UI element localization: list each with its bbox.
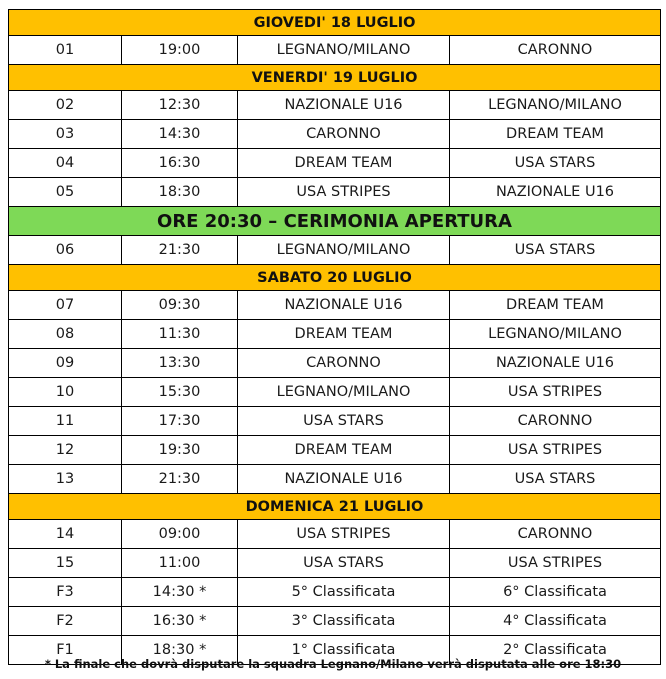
match-time: 13:30 bbox=[122, 349, 238, 378]
match-time: 15:30 bbox=[122, 378, 238, 407]
day-header-row bbox=[9, 265, 661, 291]
match-time: 14:30 bbox=[122, 120, 238, 149]
ceremony-row bbox=[9, 207, 661, 236]
match-number: 12 bbox=[9, 436, 122, 465]
day-header-row bbox=[9, 10, 661, 36]
match-row bbox=[9, 378, 661, 407]
match-row bbox=[9, 349, 661, 378]
match-time: 09:30 bbox=[122, 291, 238, 320]
match-number: F1 bbox=[9, 636, 122, 665]
team-away: USA STRIPES bbox=[450, 549, 661, 578]
match-row bbox=[9, 178, 661, 207]
team-away: USA STARS bbox=[450, 149, 661, 178]
team-away: 2° Classificata bbox=[450, 636, 661, 665]
team-away: USA STRIPES bbox=[450, 436, 661, 465]
match-row bbox=[9, 120, 661, 149]
match-row bbox=[9, 320, 661, 349]
match-time: 21:30 bbox=[122, 236, 238, 265]
match-number: 05 bbox=[9, 178, 122, 207]
team-home: USA STARS bbox=[238, 407, 450, 436]
match-number: 03 bbox=[9, 120, 122, 149]
team-away: CARONNO bbox=[450, 407, 661, 436]
match-row bbox=[9, 436, 661, 465]
ceremony-label: ORE 20:30 – CERIMONIA APERTURA bbox=[9, 207, 661, 236]
day-header-label: SABATO 20 LUGLIO bbox=[9, 265, 661, 291]
day-header-row bbox=[9, 494, 661, 520]
team-home: CARONNO bbox=[238, 120, 450, 149]
day-header-label: DOMENICA 21 LUGLIO bbox=[9, 494, 661, 520]
footnote: * La finale che dovrà disputare la squadra Legnano/Milano verrà disputata alle ore 18:30 bbox=[44, 657, 622, 671]
team-away: CARONNO bbox=[450, 36, 661, 65]
match-row bbox=[9, 407, 661, 436]
team-away: LEGNANO/MILANO bbox=[450, 91, 661, 120]
match-time: 19:00 bbox=[122, 36, 238, 65]
team-away: CARONNO bbox=[450, 520, 661, 549]
match-number: 01 bbox=[9, 36, 122, 65]
schedule-table-body bbox=[9, 10, 661, 665]
team-home: USA STARS bbox=[238, 549, 450, 578]
team-away: DREAM TEAM bbox=[450, 120, 661, 149]
match-row bbox=[9, 607, 661, 636]
team-home: CARONNO bbox=[238, 349, 450, 378]
team-away: 4° Classificata bbox=[450, 607, 661, 636]
team-home: DREAM TEAM bbox=[238, 320, 450, 349]
match-time: 16:30 bbox=[122, 149, 238, 178]
match-time: 18:30 * bbox=[122, 636, 238, 665]
match-time: 21:30 bbox=[122, 465, 238, 494]
match-number: F3 bbox=[9, 578, 122, 607]
match-number: 07 bbox=[9, 291, 122, 320]
match-time: 16:30 * bbox=[122, 607, 238, 636]
team-home: LEGNANO/MILANO bbox=[238, 36, 450, 65]
match-number: 11 bbox=[9, 407, 122, 436]
match-time: 14:30 * bbox=[122, 578, 238, 607]
team-home: DREAM TEAM bbox=[238, 436, 450, 465]
match-row bbox=[9, 549, 661, 578]
team-home: DREAM TEAM bbox=[238, 149, 450, 178]
match-number: 14 bbox=[9, 520, 122, 549]
team-home: USA STRIPES bbox=[238, 520, 450, 549]
team-home: 5° Classificata bbox=[238, 578, 450, 607]
match-row bbox=[9, 236, 661, 265]
team-home: LEGNANO/MILANO bbox=[238, 236, 450, 265]
schedule-table bbox=[8, 9, 661, 665]
match-time: 11:00 bbox=[122, 549, 238, 578]
match-time: 11:30 bbox=[122, 320, 238, 349]
team-away: NAZIONALE U16 bbox=[450, 178, 661, 207]
match-time: 18:30 bbox=[122, 178, 238, 207]
match-number: 04 bbox=[9, 149, 122, 178]
match-number: 13 bbox=[9, 465, 122, 494]
match-number: 08 bbox=[9, 320, 122, 349]
team-away: USA STARS bbox=[450, 236, 661, 265]
day-header-label: VENERDI' 19 LUGLIO bbox=[9, 65, 661, 91]
team-home: NAZIONALE U16 bbox=[238, 91, 450, 120]
match-row bbox=[9, 36, 661, 65]
match-number: 10 bbox=[9, 378, 122, 407]
match-row bbox=[9, 578, 661, 607]
match-row bbox=[9, 91, 661, 120]
match-row bbox=[9, 291, 661, 320]
match-row bbox=[9, 520, 661, 549]
team-home: 1° Classificata bbox=[238, 636, 450, 665]
match-time: 17:30 bbox=[122, 407, 238, 436]
match-number: 06 bbox=[9, 236, 122, 265]
team-home: 3° Classificata bbox=[238, 607, 450, 636]
team-away: NAZIONALE U16 bbox=[450, 349, 661, 378]
match-time: 19:30 bbox=[122, 436, 238, 465]
team-home: USA STRIPES bbox=[238, 178, 450, 207]
match-row bbox=[9, 149, 661, 178]
day-header-label: GIOVEDI' 18 LUGLIO bbox=[9, 10, 661, 36]
match-time: 12:30 bbox=[122, 91, 238, 120]
match-number: 15 bbox=[9, 549, 122, 578]
day-header-row bbox=[9, 65, 661, 91]
match-row bbox=[9, 465, 661, 494]
match-time: 09:00 bbox=[122, 520, 238, 549]
team-away: DREAM TEAM bbox=[450, 291, 661, 320]
team-away: USA STRIPES bbox=[450, 378, 661, 407]
team-home: NAZIONALE U16 bbox=[238, 291, 450, 320]
team-home: NAZIONALE U16 bbox=[238, 465, 450, 494]
match-number: F2 bbox=[9, 607, 122, 636]
team-away: 6° Classificata bbox=[450, 578, 661, 607]
match-number: 02 bbox=[9, 91, 122, 120]
team-away: LEGNANO/MILANO bbox=[450, 320, 661, 349]
team-away: USA STARS bbox=[450, 465, 661, 494]
match-number: 09 bbox=[9, 349, 122, 378]
team-home: LEGNANO/MILANO bbox=[238, 378, 450, 407]
